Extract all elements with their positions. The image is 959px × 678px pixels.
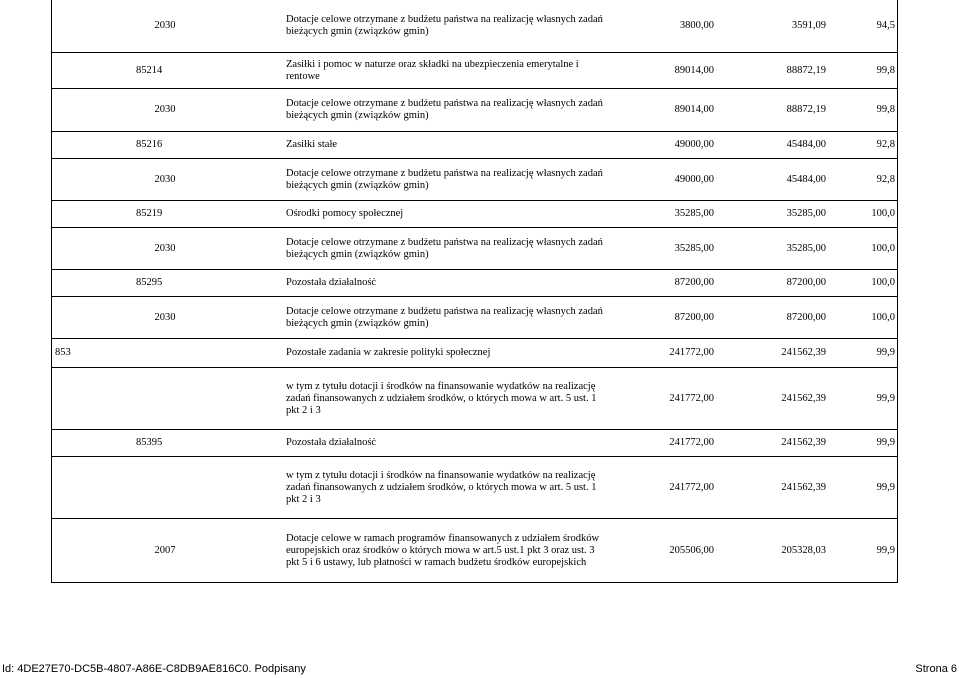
- row-execution: 87200,00: [786, 311, 826, 323]
- row-percent: 99,9: [876, 481, 895, 493]
- row-execution: 205328,03: [781, 544, 826, 556]
- row-percent: 99,9: [876, 347, 895, 358]
- table-row: [52, 131, 897, 158]
- row-plan: 87200,00: [674, 277, 714, 288]
- row-execution: 241562,39: [781, 392, 826, 404]
- table-row: [52, 269, 897, 296]
- row-percent: 99,8: [876, 64, 895, 76]
- row-execution: 35285,00: [786, 208, 826, 219]
- row-plan: 89014,00: [674, 64, 714, 76]
- row-execution: 241562,39: [781, 347, 826, 358]
- row-execution: 3591,09: [791, 20, 826, 31]
- row-description: Pozostała działalność: [286, 277, 377, 288]
- row-code: 85214: [136, 64, 163, 76]
- row-code: 2030: [154, 173, 176, 185]
- row-percent: 99,9: [876, 437, 895, 448]
- page-footer: [0, 663, 959, 678]
- row-code: 85395: [136, 437, 163, 448]
- table-row: [52, 367, 897, 429]
- page-number: Strona 6: [915, 663, 957, 675]
- row-execution: 35285,00: [786, 242, 826, 254]
- row-description: Dotacje celowe otrzymane z budżetu państwa na realizację własnych zadań bieżących gmin (związków gmin): [286, 14, 603, 37]
- row-description: Dotacje celowe otrzymane z budżetu państwa na realizację własnych zadań bieżących gmin (związków gmin): [286, 167, 603, 191]
- row-description: Dotacje celowe otrzymane z budżetu państwa na realizację własnych zadań bieżących gmin (związków gmin): [286, 98, 603, 121]
- table-row: [52, 456, 897, 518]
- row-code: 853: [55, 347, 71, 358]
- table-row: [52, 52, 897, 88]
- row-execution: 241562,39: [781, 437, 826, 448]
- row-plan: 241772,00: [669, 392, 714, 404]
- row-execution: 241562,39: [781, 481, 826, 493]
- row-plan: 241772,00: [669, 481, 714, 493]
- row-percent: 99,8: [876, 104, 895, 115]
- document-id-signature: Id: 4DE27E70-DC5B-4807-A86E-C8DB9AE816C0. Podpisany: [2, 663, 306, 675]
- row-code: 2030: [154, 20, 176, 31]
- row-percent: 99,9: [876, 544, 895, 556]
- row-execution: 45484,00: [786, 139, 826, 150]
- row-plan: 49000,00: [674, 139, 714, 150]
- row-execution: 88872,19: [786, 104, 826, 115]
- row-percent: 100,0: [871, 277, 895, 288]
- row-code: [52, 457, 278, 518]
- row-description: w tym z tytułu dotacji i środków na finansowanie wydatków na realizację zadań finansowanych z udziałem środków, o których mowa w art. 5 ust. 1 pkt 2 i 3: [286, 469, 597, 505]
- row-percent: 100,0: [871, 311, 895, 323]
- row-plan: 241772,00: [669, 437, 714, 448]
- row-code: 2030: [154, 242, 176, 254]
- row-plan: 241772,00: [669, 347, 714, 358]
- table-row: [52, 429, 897, 456]
- row-description: Zasiłki i pomoc w naturze oraz składki na ubezpieczenia emerytalne i rentowe: [286, 58, 579, 82]
- row-description: Pozostała działalność: [286, 437, 377, 448]
- row-percent: 92,8: [876, 139, 895, 150]
- row-description: w tym z tytułu dotacji i środków na finansowanie wydatków na realizację zadań finansowanych z udziałem środków, o których mowa w art. 5 ust. 1 pkt 2 i 3: [286, 380, 597, 416]
- row-plan: 35285,00: [674, 242, 714, 254]
- budget-table: [51, 0, 898, 583]
- row-percent: 94,5: [876, 20, 895, 31]
- row-code: 85295: [136, 277, 163, 288]
- table-row: [52, 0, 897, 52]
- row-percent: 99,9: [876, 392, 895, 404]
- row-percent: 100,0: [871, 208, 895, 219]
- table-row: [52, 227, 897, 269]
- row-description: Dotacje celowe otrzymane z budżetu państwa na realizację własnych zadań bieżących gmin (związków gmin): [286, 236, 603, 260]
- row-description: Ośrodki pomocy społecznej: [286, 208, 404, 219]
- row-code: [52, 368, 278, 429]
- row-execution: 45484,00: [786, 173, 826, 185]
- table-row: [52, 200, 897, 227]
- row-plan: 3800,00: [679, 20, 714, 31]
- row-plan: 87200,00: [674, 311, 714, 323]
- row-plan: 35285,00: [674, 208, 714, 219]
- row-code: 2007: [154, 544, 176, 556]
- row-percent: 100,0: [871, 242, 895, 254]
- row-plan: 89014,00: [674, 104, 714, 115]
- table-row: [52, 158, 897, 200]
- table-row: [52, 518, 897, 582]
- row-description: Pozostałe zadania w zakresie polityki społecznej: [286, 347, 491, 358]
- row-description: Dotacje celowe w ramach programów finansowanych z udziałem środków europejskich oraz środków o których mowa w art.5 ust.1 pkt 3 oraz ust. 3 pkt 5 i 6 ustawy, lub płatności w ramach budżetu środków europejskich: [286, 532, 600, 568]
- table-row: [52, 88, 897, 131]
- row-execution: 87200,00: [786, 277, 826, 288]
- table-row: [52, 296, 897, 338]
- table-row: [52, 338, 897, 367]
- row-code: 2030: [154, 104, 176, 115]
- row-percent: 92,8: [876, 173, 895, 185]
- row-execution: 88872,19: [786, 64, 826, 76]
- row-plan: 49000,00: [674, 173, 714, 185]
- row-code: 85216: [136, 139, 163, 150]
- row-plan: 205506,00: [669, 544, 714, 556]
- row-code: 85219: [136, 208, 163, 219]
- row-code: 2030: [154, 311, 176, 323]
- row-description: Dotacje celowe otrzymane z budżetu państwa na realizację własnych zadań bieżących gmin (związków gmin): [286, 305, 603, 329]
- row-description: Zasiłki stałe: [286, 139, 338, 150]
